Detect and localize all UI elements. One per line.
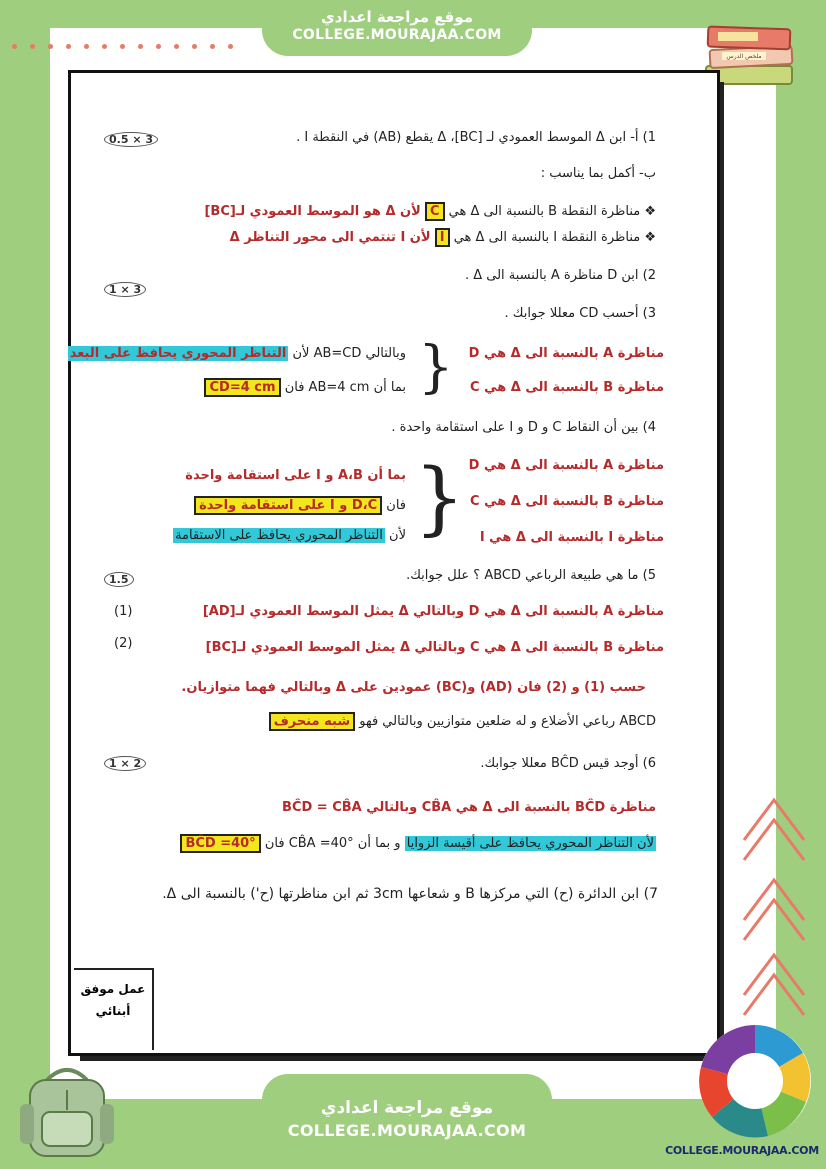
q6-highlight: لأن التناظر المحوري يحافظ على أقيسة الزوايا	[406, 836, 654, 851]
q4-reason3: مناظرة I بالنسبة الى Δ هي I	[479, 530, 664, 545]
q3-answer-box: CD=4 cm	[204, 378, 280, 397]
q1-answer-box2: I	[435, 228, 450, 247]
q1-text: 1) أ- ابن Δ الموسط العمودي لـ [BC]، Δ يقطع (AB) في النقطة I .	[296, 130, 656, 145]
q5-line2: مناظرة B بالنسبة الى Δ هي C وبالتالي Δ يمثل الموسط العمودي لـ[BC]	[205, 640, 664, 655]
q3-brace: {	[418, 335, 454, 400]
q3-reason1: مناظرة A بالنسبة الى Δ هي D	[468, 346, 664, 361]
q5-line4: ABCD رباعي الأضلاع و له ضلعين متوازيين وبالتالي فهو شبه منحرف	[269, 714, 656, 729]
q4-conclusion2: فان D،C و I على استقامة واحدة	[194, 498, 406, 513]
q6-line2: لأن التناظر المحوري يحافظ على أقيسة الزوايا و بما أن CB̂A =40° فان BĈD =40°	[180, 836, 656, 851]
q5-label-2: (2)	[114, 636, 133, 651]
stamp-line2: أبنائي	[95, 1004, 131, 1018]
q4-reason1: مناظرة A بالنسبة الى Δ هي D	[468, 458, 664, 473]
q5-line1: مناظرة A بالنسبة الى Δ هي D وبالتالي Δ يمثل الموسط العمودي لـ[AD]	[202, 604, 664, 619]
footer-site-tab[interactable]	[262, 1074, 552, 1169]
q5-answer-box: شبه منحرف	[269, 712, 355, 731]
backpack-icon	[12, 1060, 122, 1160]
q2-score: 1 × 3	[104, 282, 146, 297]
q5-score: 1.5	[104, 572, 134, 587]
header-site-arabic: موقع مراجعة اعدادي	[321, 8, 473, 26]
q3-reason2: مناظرة B بالنسبة الى Δ هي C	[470, 380, 664, 395]
q6-answer-box: BĈD =40°	[180, 834, 260, 853]
q2-text: 2) ابن D مناظرة A بالنسبة الى Δ .	[464, 268, 656, 283]
q6-line1: مناظرة BĈD بالنسبة الى Δ هي CB̂A وبالتالي BĈD = CB̂A	[282, 800, 656, 815]
q7-text: 7) ابن الدائرة (ح) التي مركزها B و شعاعها 3cm ثم ابن مناظرتها (ح') بالنسبة الى Δ.	[162, 886, 658, 902]
q1-sub: ب- أكمل بما يناسب :	[540, 166, 656, 181]
q4-text: 4) بين أن النقاط C و D و I على استقامة واحدة .	[391, 420, 656, 435]
q4-reason2: مناظرة B بالنسبة الى Δ هي C	[470, 494, 664, 509]
q4-answer-box: D،C و I على استقامة واحدة	[194, 496, 382, 515]
q3-highlight: التناظر المحوري يحافظ على البعد	[69, 346, 287, 361]
q4-highlight: التناظر المحوري يحافظ على الاستقامة	[175, 528, 383, 543]
footer-logo-text: COLLEGE.MOURAJAA.COM	[665, 1144, 819, 1157]
q1-answer-line1: ❖ مناظرة النقطة B بالنسبة الى Δ هي C لأن Δ هو الموسط العمودي لـ[BC]	[204, 204, 656, 219]
q5-label-1: (1)	[114, 604, 133, 619]
svg-text:ملخص الدرس: ملخص الدرس	[726, 53, 762, 60]
q6-score: 1 × 2	[104, 756, 146, 771]
q1-answer-line2: ❖ مناظرة النقطة I بالنسبة الى Δ هي I لأن I تنتمي الى محور التناظر Δ	[229, 230, 656, 245]
q3-conclusion2: بما أن AB=4 cm فان CD=4 cm	[204, 380, 406, 395]
q4-conclusion3: لأن التناظر المحوري يحافظ على الاستقامة	[175, 528, 406, 543]
q5-line3: حسب (1) و (2) فان (AD) و(BC) عمودين على Δ وبالتالي فهما متوازيان.	[181, 680, 646, 695]
q4-conclusion1: بما أن A،B و I على استقامة واحدة	[185, 468, 406, 483]
header-site-url: COLLEGE.MOURAJAA.COM	[292, 27, 502, 43]
footer-site-url: COLLEGE.MOURAJAA.COM	[287, 1121, 527, 1140]
q5-text: 5) ما هي طبيعة الرباعي ABCD ؟ علل جوابك.	[406, 568, 656, 583]
q6-text: 6) أوجد قيس BĈD معللا جوابك.	[480, 756, 656, 771]
stamp-line1: عمل موفق	[80, 982, 146, 996]
q4-brace: {	[414, 451, 465, 544]
encouragement-stamp	[74, 968, 154, 1050]
q1-answer-box1: C	[425, 202, 445, 221]
q3-conclusion1: وبالتالي AB=CD لأن التناظر المحوري يحافظ على البعد	[69, 346, 406, 361]
q1-score: 0.5 × 3	[104, 132, 158, 147]
footer-site-arabic: موقع مراجعة اعدادي	[320, 1098, 494, 1118]
q3-text: 3) أحسب CD معللا جوابك .	[504, 306, 656, 321]
site-logo-icon	[696, 1022, 814, 1140]
